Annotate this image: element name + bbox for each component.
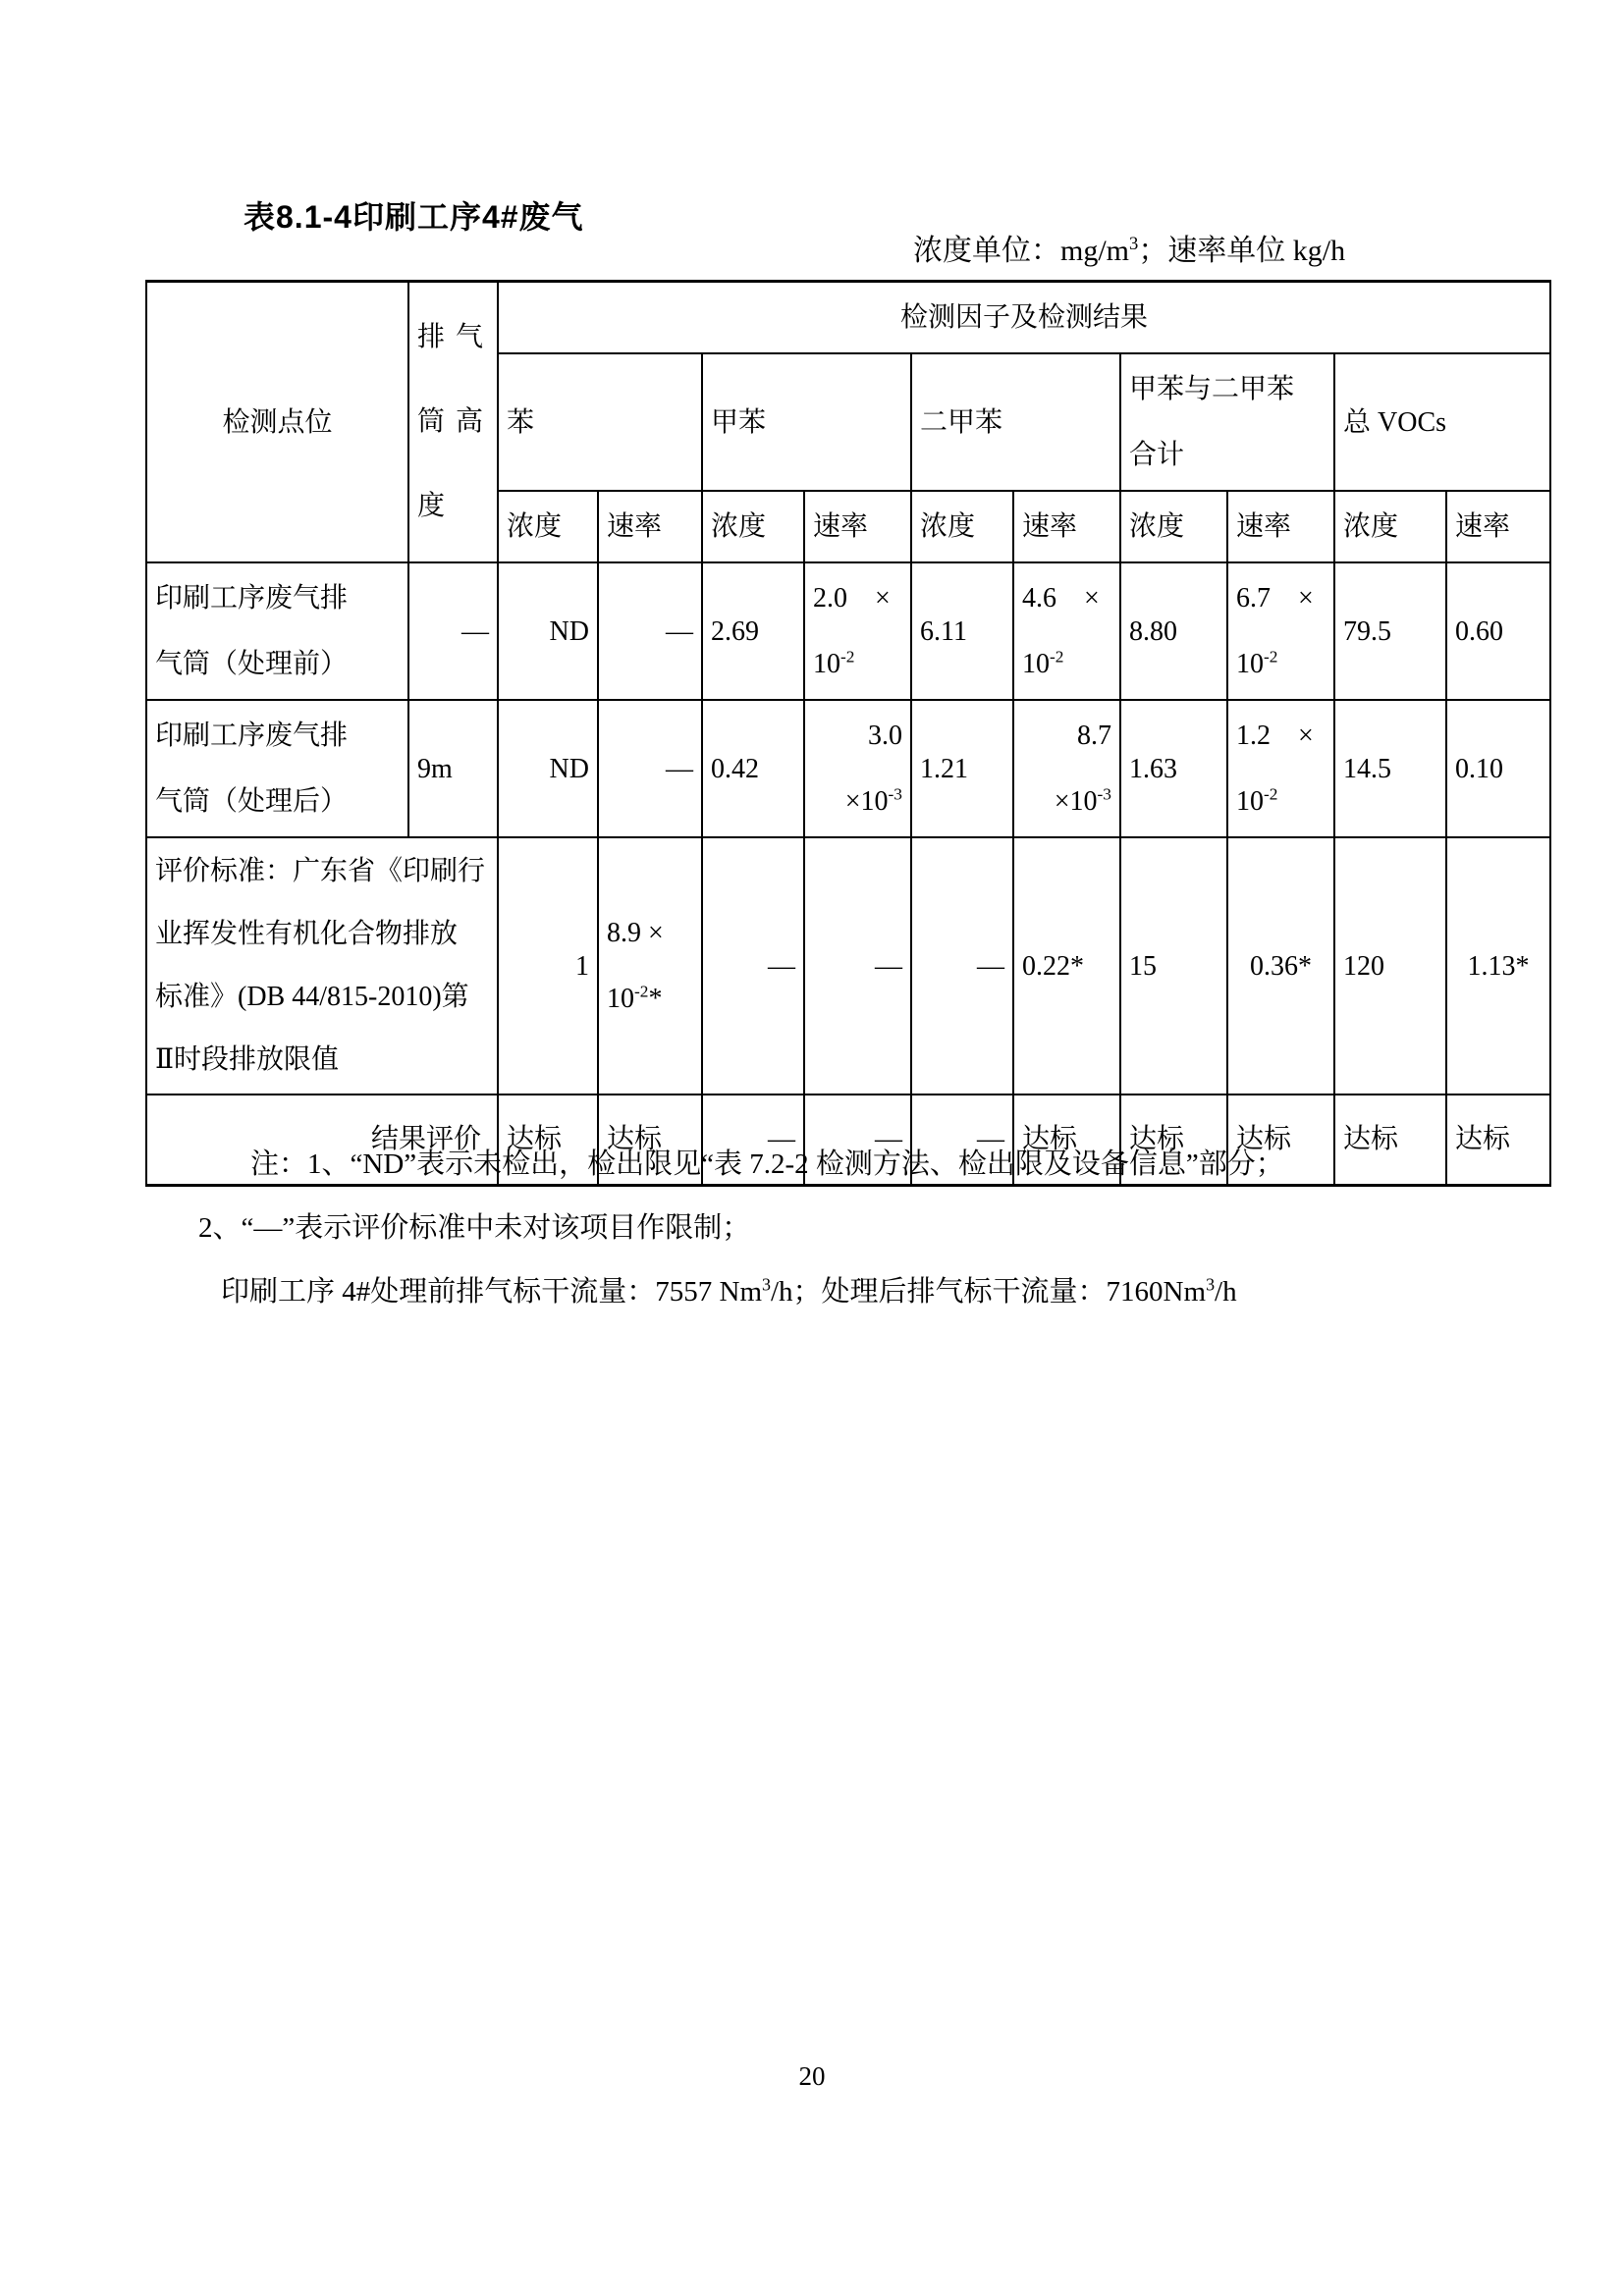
table-cell: ND [498, 562, 598, 700]
header-concentration: 浓度 [702, 491, 804, 562]
row-label-result: 结果评价 [146, 1095, 498, 1185]
table-cell: 1.63 [1120, 700, 1227, 837]
table-row [146, 562, 1550, 700]
table-row [146, 700, 1550, 837]
header-toluene: 甲苯 [702, 353, 911, 491]
header-concentration: 浓度 [911, 491, 1013, 562]
row-label-standard: 评价标准：广东省《印刷行 业挥发性有机化合物排放 标准》(DB 44/815-2010)第 Ⅱ时段排放限值 [146, 837, 498, 1095]
table-cell: 0.42 [702, 700, 804, 837]
table-row [146, 837, 1550, 1095]
table-cell: 1 [498, 837, 598, 1095]
header-concentration: 浓度 [1120, 491, 1227, 562]
header-rate: 速率 [1446, 491, 1550, 562]
table-cell: 达标 [498, 1095, 598, 1185]
unit-line: 浓度单位：$mg/m^3$；速率单位 kg/h [913, 234, 1346, 267]
header-toluene-xylene-sum: 甲苯与二甲苯 合计 [1120, 353, 1334, 491]
table-cell: — [911, 1095, 1013, 1185]
table-cell: 79.5 [1334, 562, 1446, 700]
table-cell: 1.2 × $10^{-2}$ [1227, 700, 1334, 837]
table-cell: 达标 [1013, 1095, 1120, 1185]
table-cell: 8.7 $\times 10^{-3}$ [1013, 700, 1120, 837]
header-stack-height: 排 气 筒 高 度 [408, 282, 498, 563]
table-cell: — [702, 837, 804, 1095]
header-rate: 速率 [804, 491, 911, 562]
table-cell: — [598, 562, 702, 700]
table-cell: 15 [1120, 837, 1227, 1095]
table-cell: 0.10 [1446, 700, 1550, 837]
header-benzene: 苯 [498, 353, 702, 491]
row-label-after-treatment: 印刷工序废气排 气筒（处理后） [146, 700, 408, 837]
table-cell: 达标 [598, 1095, 702, 1185]
header-xylene: 二甲苯 [911, 353, 1120, 491]
table-cell: — [911, 837, 1013, 1095]
table-cell: 4.6 × $10^{-2}$ [1013, 562, 1120, 700]
table-cell: 120 [1334, 837, 1446, 1095]
header-rate: 速率 [1227, 491, 1334, 562]
row-label-before-treatment: 印刷工序废气排 气筒（处理前） [146, 562, 408, 700]
table-cell: — [702, 1095, 804, 1185]
footnote-dash: 2、“—”表示评价标准中未对该项目作限制； [198, 1212, 751, 1244]
page-title: 表8.1-4印刷工序4#废气 [244, 199, 584, 235]
table-row [146, 282, 1550, 354]
table-cell: 达标 [1446, 1095, 1550, 1185]
table-cell: 达标 [1120, 1095, 1227, 1185]
table-cell: 0.36* [1227, 837, 1334, 1095]
table-cell: 9m [408, 700, 498, 837]
header-total-vocs: 总 VOCs [1334, 353, 1550, 491]
table-cell: 1.13* [1446, 837, 1550, 1095]
table-cell: 8.80 [1120, 562, 1227, 700]
header-concentration: 浓度 [1334, 491, 1446, 562]
table-cell: 0.22* [1013, 837, 1120, 1095]
table-cell: 6.7 × $10^{-2}$ [1227, 562, 1334, 700]
header-factors-title: 检测因子及检测结果 [498, 282, 1550, 354]
table-cell: 1.21 [911, 700, 1013, 837]
table-cell: 3.0 $\times 10^{-3}$ [804, 700, 911, 837]
table-cell: — [804, 837, 911, 1095]
header-rate: 速率 [1013, 491, 1120, 562]
page-number: 20 [798, 2061, 826, 2091]
table-cell: — [598, 700, 702, 837]
report-table-body [146, 282, 1550, 1186]
table-cell: 14.5 [1334, 700, 1446, 837]
footnote-flowrate: 印刷工序 4#处理前排气标干流量：7557 Nm$^3$/h；处理后排气标干流量：7160Nm$^3$/h [221, 1274, 1237, 1308]
table-cell: 2.0 × $10^{-2}$ [804, 562, 911, 700]
table-cell: ND [498, 700, 598, 837]
table-cell: 2.69 [702, 562, 804, 700]
table-cell: 达标 [1227, 1095, 1334, 1185]
monitoring-results-table [145, 280, 1551, 1187]
header-rate: 速率 [598, 491, 702, 562]
header-concentration: 浓度 [498, 491, 598, 562]
table-cell: — [408, 562, 498, 700]
footnote-nd: 注：1、“ND”表示未检出，检出限见“表 7.2-2 检测方法、检出限及设备信息”部分； [250, 1148, 1284, 1180]
header-monitoring-point: 检测点位 [146, 282, 408, 563]
table-cell: 达标 [1334, 1095, 1446, 1185]
table-cell: 8.9 × $10^{-2}*$ [598, 837, 702, 1095]
table-cell: — [804, 1095, 911, 1185]
table-cell: 6.11 [911, 562, 1013, 700]
table-cell: 0.60 [1446, 562, 1550, 700]
